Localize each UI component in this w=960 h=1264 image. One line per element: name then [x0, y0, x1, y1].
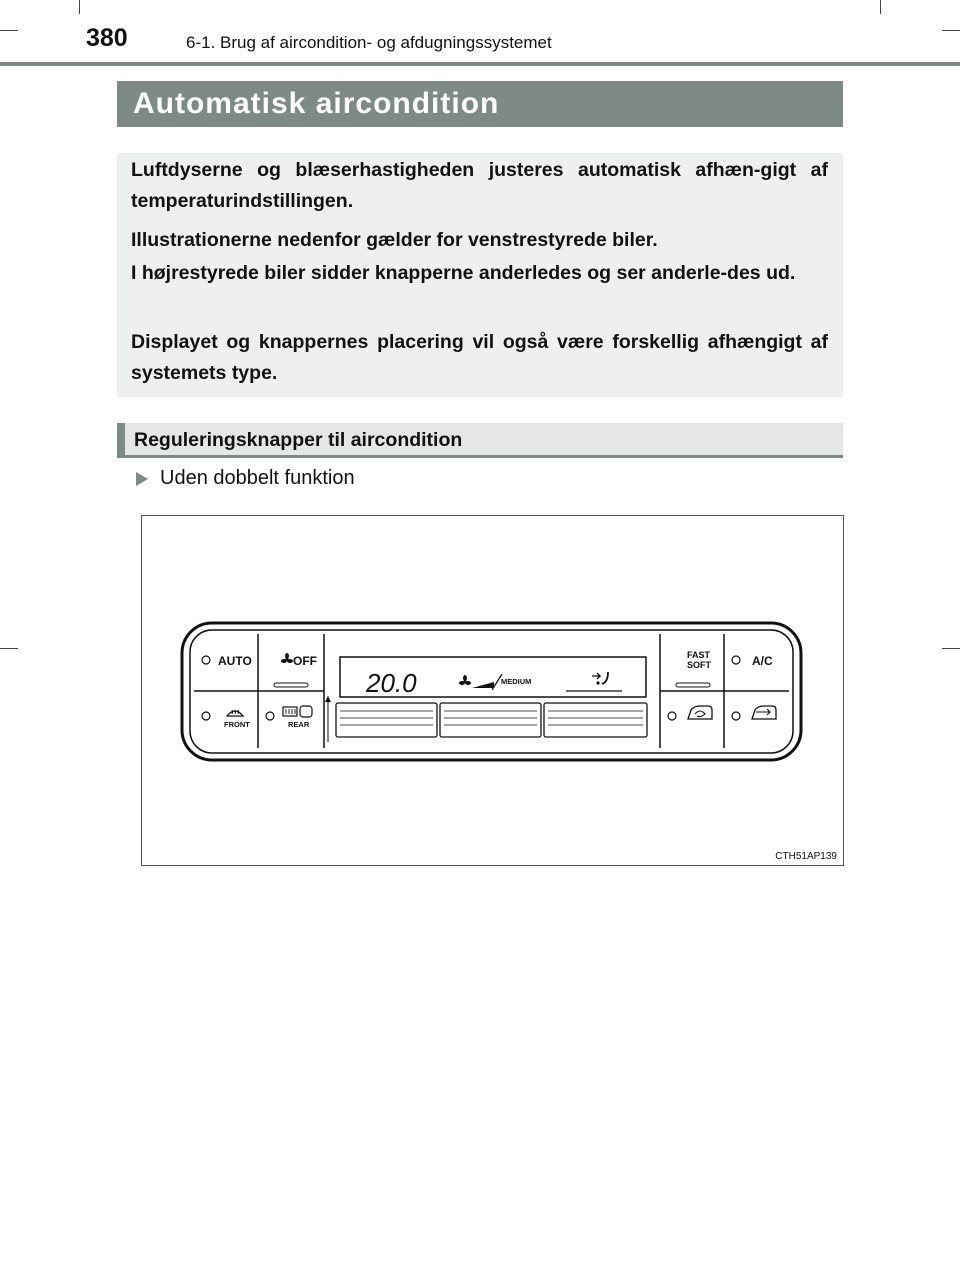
triangle-bullet-icon [136, 472, 148, 486]
fan-mode-label: MEDIUM [501, 677, 532, 686]
indicator-light-icon [202, 656, 210, 664]
figure-code: CTH51AP139 [775, 851, 837, 862]
section-banner [117, 81, 843, 127]
chapter-title: 6-1. Brug af aircondition- og afdugningssystemet [186, 33, 552, 52]
intro-paragraph: I højrestyrede biler sidder knapperne anderledes og ser anderle-des ud. [131, 262, 796, 284]
center-display [340, 657, 646, 698]
crop-mark [880, 0, 881, 14]
ac-label: A/C [752, 654, 773, 668]
header-divider [0, 62, 960, 66]
indicator-light-icon [266, 712, 274, 720]
subsection-divider [117, 455, 843, 458]
off-label: OFF [293, 654, 317, 668]
rear-label: REAR [288, 720, 310, 729]
subsection-banner [117, 423, 843, 457]
temperature-display: 20.0 [366, 668, 417, 698]
bullet-label: Uden dobbelt funktion [160, 467, 355, 489]
fast-soft-button[interactable] [687, 650, 712, 670]
indicator-light-icon [732, 712, 740, 720]
auto-label: AUTO [218, 654, 252, 668]
intro-paragraph: Displayet og knappernes placering vil også være forskellig afhængigt af systemets type. [131, 331, 828, 384]
crop-mark [0, 30, 18, 31]
page-number: 380 [86, 24, 128, 52]
intro-paragraph: Luftdyserne og blæserhastigheden justeres automatisk afhæn-gigt af temperaturindstillingen. [131, 159, 828, 212]
figure-frame [141, 515, 844, 866]
crop-mark [942, 648, 960, 649]
indicator-light-icon [732, 656, 740, 664]
intro-paragraph: Illustrationerne nedenfor gælder for venstrestyrede biler. [131, 229, 658, 251]
crop-mark [942, 30, 960, 31]
air-vents [325, 696, 647, 742]
subsection-title: Reguleringsknapper til aircondition [134, 429, 463, 451]
crop-mark [79, 0, 80, 14]
soft-label: SOFT [687, 660, 711, 670]
crop-mark [0, 648, 18, 649]
section-title: Automatisk aircondition [133, 87, 500, 120]
fast-label: FAST [687, 650, 711, 660]
intro-box [117, 153, 843, 397]
front-label: FRONT [224, 720, 250, 729]
indicator-light-icon [668, 712, 676, 720]
indicator-light-icon [202, 712, 210, 720]
climate-control-panel-illustration [142, 516, 843, 865]
